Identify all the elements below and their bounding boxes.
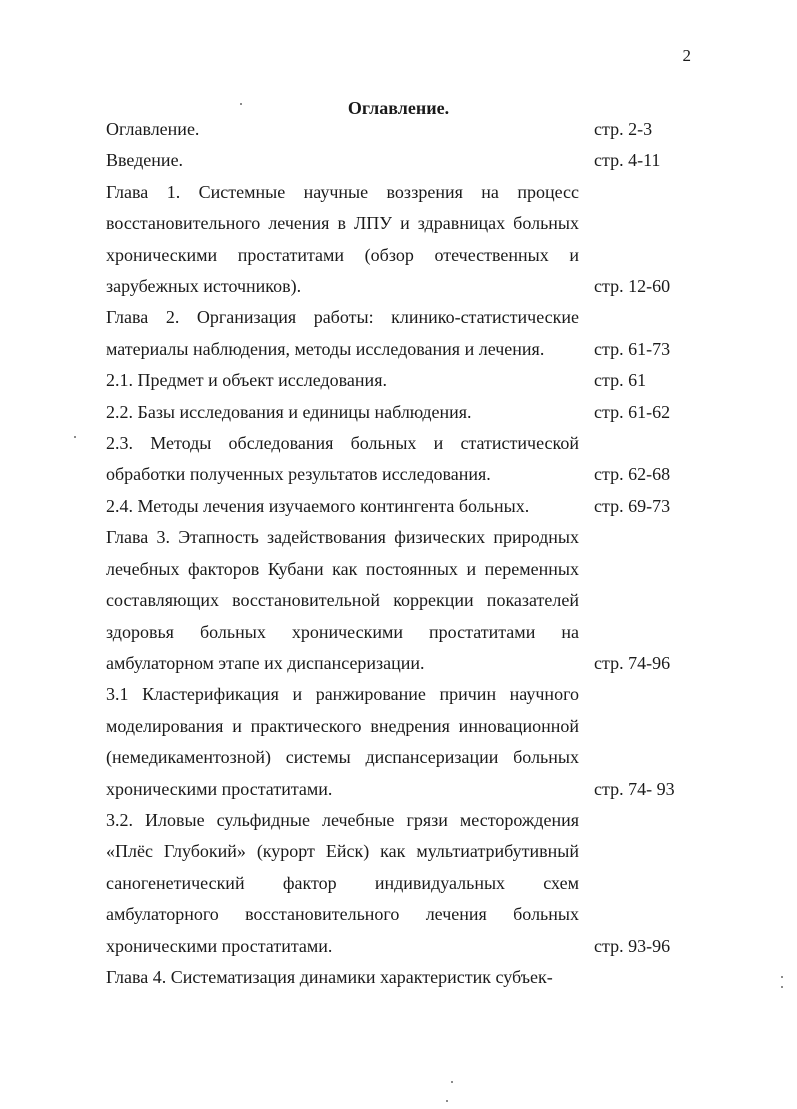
scan-speck (781, 976, 783, 978)
toc-entry-text: 3.1 Кластерификация и ранжирование причин научного моделирования и практического внедрения инновационной (немедикаментозной) системы диспансеризации больных хроническими простатитами. (106, 684, 579, 799)
toc-entry (106, 428, 686, 491)
toc-entry-page: стр. 69-73 (594, 495, 671, 516)
scan-speck (446, 1100, 448, 1102)
toc-entry-page: стр. 74- 93 (594, 778, 675, 799)
table-of-contents (106, 114, 686, 993)
toc-entry-text: Глава 1. Системные научные воззрения на процесс восстановительного лечения в ЛПУ и здравницах больных хроническими простатитами (обзор отечественных и зарубежных источников). (106, 181, 579, 297)
toc-entry-page: стр. 61-73 (594, 338, 671, 359)
toc-entry-text: Глава 3. Этапность задействования физических природных лечебных факторов Кубани как постоянных и переменных составляющих восстановительной коррекции показателей здоровья больных хроническими простатитами на амбулаторном этапе их диспансеризации. (106, 527, 579, 673)
toc-entry (106, 397, 686, 428)
toc-entry (106, 302, 686, 365)
toc-entry (106, 805, 686, 962)
toc-entry-text: Глава 2. Организация работы: клинико-статистические материалы наблюдения, методы исследования и лечения. (106, 307, 579, 359)
toc-entry-text: 2.4. Методы лечения изучаемого контингента больных. (106, 495, 530, 516)
toc-entry (106, 679, 686, 805)
toc-entry-text: Введение. (106, 150, 184, 171)
toc-entry-page: стр. 12-60 (594, 276, 671, 297)
toc-entry (106, 145, 686, 176)
toc-entry-page: стр. 93-96 (594, 935, 671, 956)
toc-entry (106, 177, 686, 303)
page-number: 2 (682, 46, 691, 65)
scan-speck (781, 986, 783, 988)
toc-entry-text: 2.3. Методы обследования больных и статистической обработки полученных результатов исследования. (106, 433, 579, 485)
toc-entry (106, 114, 686, 145)
toc-entry-page: стр. 2-3 (594, 119, 653, 139)
toc-entry-text: 2.1. Предмет и объект исследования. (106, 370, 387, 391)
scan-speck (451, 1081, 453, 1083)
toc-entry-text: 2.2. Базы исследования и единицы наблюдения. (106, 401, 472, 422)
toc-entry-page: стр. 61 (594, 370, 647, 391)
toc-entry-page: стр. 62-68 (594, 464, 671, 485)
toc-title: Оглавление. (347, 98, 450, 118)
toc-entry (106, 365, 686, 396)
scan-speck (240, 103, 242, 105)
toc-entry-page: стр. 74-96 (594, 652, 671, 673)
toc-entry-text: 3.2. Иловые сульфидные лечебные грязи месторождения «Плёс Глубокий» (курорт Ейск) как мультиатрибутивный саногенетический фактор индивидуальных схем амбулаторного восстановительного лечения больных хроническими простатитами. (106, 809, 579, 956)
toc-entry-page: стр. 4-11 (594, 150, 661, 171)
scan-speck (74, 436, 76, 438)
toc-entry-text: Оглавление. (106, 119, 200, 139)
toc-entry (106, 491, 686, 522)
toc-entry (106, 962, 686, 993)
toc-entry-page: стр. 61-62 (594, 401, 671, 422)
toc-entry (106, 522, 686, 679)
toc-entry-text: Глава 4. Систематизация динамики характеристик субъек- (106, 966, 553, 987)
